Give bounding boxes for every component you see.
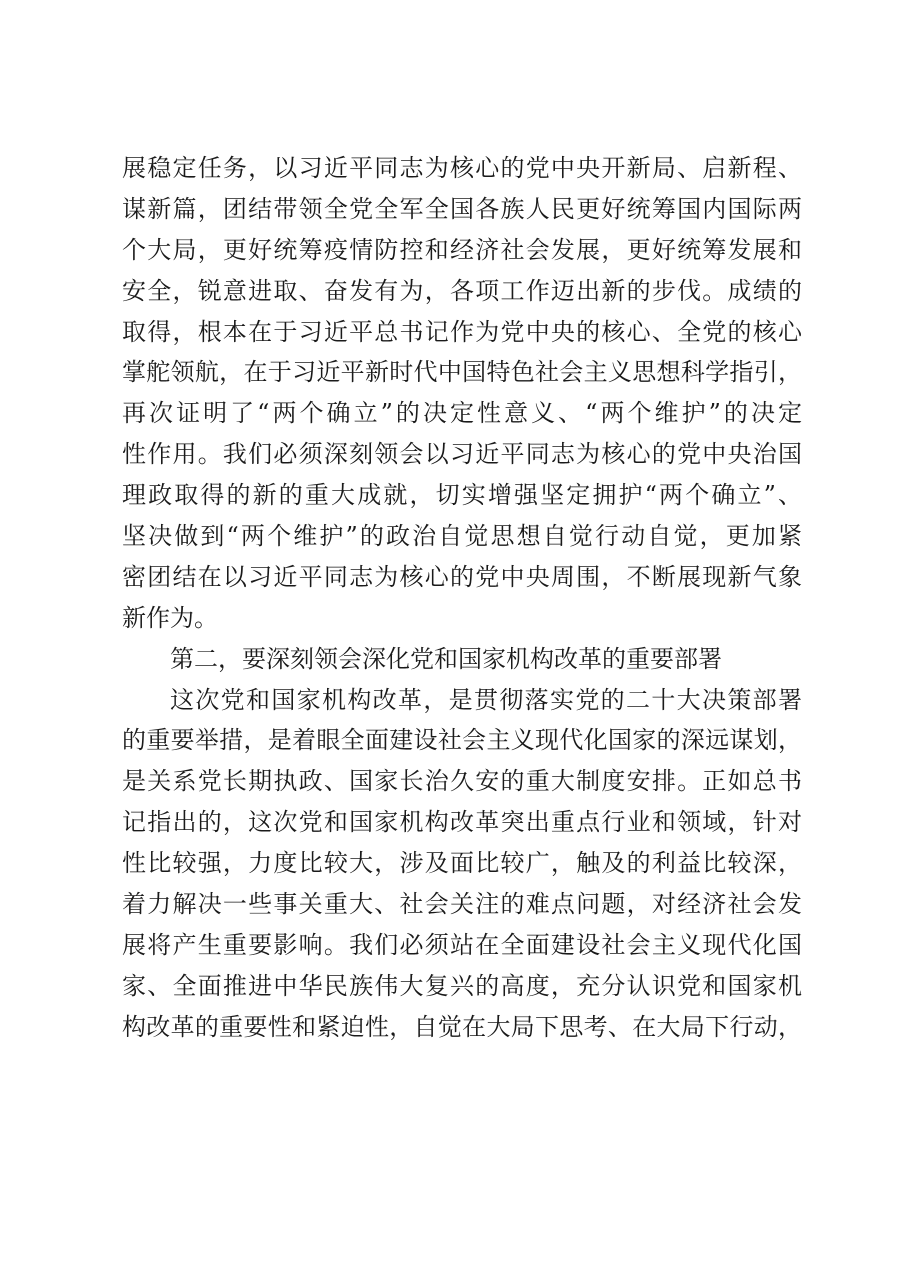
text-line: 展将产生重要影响。我们必须站在全面建设社会主义现代化国 xyxy=(122,930,802,959)
text-line: 坚决做到“两个维护”的政治自觉思想自觉行动自觉，更加紧 xyxy=(122,522,802,551)
text-line: 的重要举措，是着眼全面建设社会主义现代化国家的深远谋划， xyxy=(122,726,802,755)
document-body xyxy=(122,148,802,1048)
text-line: 性比较强，力度比较大，涉及面比较广，触及的利益比较深， xyxy=(122,849,802,878)
text-line: 是关系党长期执政、国家长治久安的重大制度安排。正如总书 xyxy=(122,767,802,796)
text-line: 再次证明了“两个确立”的决定性意义、“两个维护”的决定 xyxy=(122,399,802,428)
text-line: 性作用。我们必须深刻领会以习近平同志为核心的党中央治国 xyxy=(122,440,802,469)
section-heading: 第二，要深刻领会深化党和国家机构改革的重要部署 xyxy=(170,644,722,673)
text-line: 着力解决一些事关重大、社会关注的难点问题，对经济社会发 xyxy=(122,890,802,919)
text-line: 记指出的，这次党和国家机构改革突出重点行业和领域，针对 xyxy=(122,808,802,837)
text-line: 密团结在以习近平同志为核心的党中央周围，不断展现新气象 xyxy=(122,562,802,591)
text-line: 安全，锐意进取、奋发有为，各项工作迈出新的步伐。成绩的 xyxy=(122,276,802,305)
text-line: 谋新篇，团结带领全党全军全国各族人民更好统筹国内国际两 xyxy=(122,194,802,223)
text-line: 家、全面推进中华民族伟大复兴的高度，充分认识党和国家机 xyxy=(122,971,802,1000)
text-line: 理政取得的新的重大成就，切实增强坚定拥护“两个确立”、 xyxy=(122,481,802,510)
text-line: 掌舵领航，在于习近平新时代中国特色社会主义思想科学指引， xyxy=(122,358,802,387)
text-line: 个大局，更好统筹疫情防控和经济社会发展，更好统筹发展和 xyxy=(122,235,802,264)
text-line: 构改革的重要性和紧迫性，自觉在大局下思考、在大局下行动， xyxy=(122,1012,802,1041)
text-line: 展稳定任务，以习近平同志为核心的党中央开新局、启新程、 xyxy=(122,154,802,182)
text-line: 新作为。 xyxy=(122,603,218,632)
paragraph-first-line: 这次党和国家机构改革，是贯彻落实党的二十大决策部署 xyxy=(170,685,802,714)
text-line: 取得，根本在于习近平总书记作为党中央的核心、全党的核心 xyxy=(122,317,802,346)
